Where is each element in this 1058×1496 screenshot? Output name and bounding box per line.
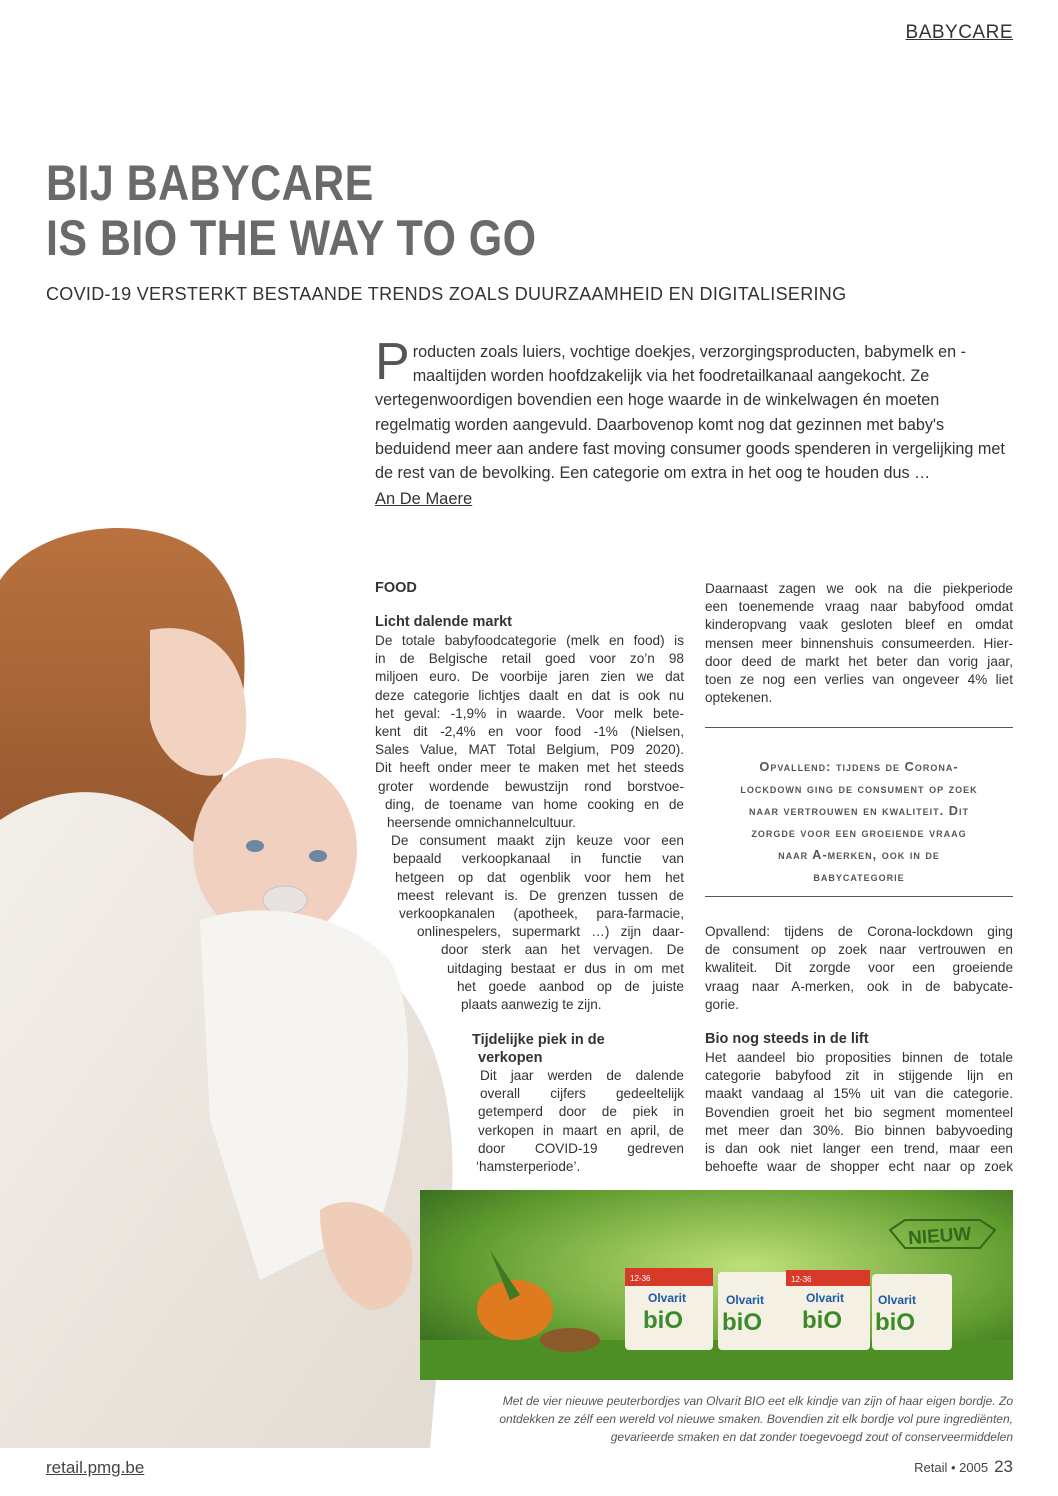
tray-4 [872, 1274, 952, 1350]
page-number: 23 [994, 1457, 1013, 1476]
product-text: biO [802, 1307, 842, 1334]
pull-quote [705, 756, 1013, 888]
brand-text: Olvarit [648, 1291, 687, 1305]
section-tag: BABYCARE [905, 22, 1013, 43]
text-line: maakt vandaag al 15% uit van die categorie. [705, 1086, 1013, 1102]
heading-tijdelijke-piek [472, 1031, 605, 1067]
olvarit-bio-banner [420, 1190, 1013, 1380]
col1-paragraph-2 [472, 1067, 684, 1176]
brand-text: Olvarit [878, 1293, 917, 1307]
title-line-2: IS BIO THE WAY TO GO [46, 210, 537, 266]
text-line: De totale babyfoodcategorie (melk en food) is [375, 633, 684, 648]
text-line: Sales Value, MAT Total Belgium, P09 2020). [375, 742, 684, 758]
drop-cap: P [375, 333, 410, 391]
nieuw-text: NIEUW [907, 1223, 973, 1250]
quote-divider-top [705, 727, 1013, 728]
col2-paragraph-2 [705, 923, 1013, 1014]
text-line: door COVID-19 gedreven [478, 1140, 684, 1156]
text-line: een toenemende vraag naar babyfood omdat [705, 599, 1013, 615]
text-line: Bovendien groeit het bio segment momenteel [705, 1104, 1013, 1120]
quote-line: babycategorie [813, 869, 905, 884]
age-text: 12-36 [791, 1275, 812, 1284]
caption-line: ontdekken ze zélf een wereld vol nieuwe smaken. Bovendien zit elk bordje vol pure ingrediënten, [499, 1412, 1013, 1426]
heading-licht-dalende-markt: Licht dalende markt [375, 614, 512, 630]
text-line: overall cijfers gedeeltelijk [480, 1086, 684, 1102]
text-line: groter wordende bewustzijn rond borstvoe- [378, 778, 684, 794]
text-line: behoefte waar de shopper echt naar op zoek [705, 1159, 1013, 1175]
text-line: Dit jaar werden de dalende [480, 1068, 684, 1083]
text-line: in de Belgische retail goed voor zo’n 98 [375, 651, 684, 667]
text-line: door sterk aan het vervagen. De [441, 942, 684, 958]
footer-website-link[interactable]: retail.pmg.be [46, 1458, 145, 1477]
text-line: kwaliteit. Dit zorgde voor een groeiende [705, 960, 1013, 976]
quote-line: naar A-merken, ook in de [778, 847, 940, 862]
text-line: met meer dan 30%. Bio binnen babyvoeding [705, 1122, 1013, 1138]
text-line: kinderopvang vaak gesloten bleef en omdat [705, 617, 1013, 633]
section-food: FOOD [375, 580, 417, 596]
quote-line: Opvallend: tijdens de Corona- [759, 759, 959, 774]
article-title [46, 156, 648, 266]
text-line: hetgeen op dat ogenblik voor hem het [395, 869, 684, 885]
footer-issue [914, 1457, 1013, 1477]
text-line: De consument maakt zijn keuze voor een [391, 833, 684, 849]
photo-caption [440, 1392, 1013, 1446]
tray-3 [786, 1270, 870, 1350]
text-line: getemperd door de piek in [478, 1104, 684, 1120]
heading-line: Tijdelijke piek in de [472, 1032, 605, 1048]
heading-line: verkopen [478, 1050, 543, 1066]
product-text: biO [875, 1309, 915, 1336]
caption-line: Met de vier nieuwe peuterbordjes van Olvarit BIO eet elk kindje van zijn of haar eigen bordje. Zo [502, 1394, 1013, 1408]
quote-line: lockdown ging de consument op zoek [740, 781, 978, 796]
text-line: verkopen in maart en april, de [478, 1122, 684, 1138]
text-line: is dan ook niet langer een trend, maar een [705, 1141, 1013, 1157]
text-line: de consument op zoek naar vertrouwen en [705, 942, 1013, 958]
title-line-1: BIJ BABYCARE [46, 155, 374, 211]
text-line: categorie babyfood zit in stijgende lijn en [705, 1068, 1013, 1084]
text-line: het goede aanbod op de juiste [457, 978, 684, 994]
text-line: meest relevant is. De grenzen tussen de [397, 887, 684, 903]
product-text: biO [722, 1309, 762, 1336]
text-line: onlinespelers, supermarkt …) zijn daar- [417, 924, 684, 940]
quote-line: naar vertrouwen en kwaliteit. Dit [748, 803, 969, 818]
col1-paragraph-1 [375, 632, 684, 1014]
text-line: optekenen. [705, 690, 773, 706]
text-line: Het aandeel bio proposities binnen de totale [705, 1050, 1013, 1065]
col2-paragraph-3 [705, 1049, 1013, 1176]
text-line: bepaald verkoopkanaal in functie van [393, 851, 684, 867]
text-line: gorie. [705, 996, 740, 1012]
brand-text: Olvarit [726, 1293, 765, 1307]
issue-label: Retail • 2005 [914, 1460, 989, 1475]
text-line: Daarnaast zagen we ook na die piekperiode [705, 581, 1013, 596]
text-line: mensen meer binnenshuis consumeerden. Hier- [705, 635, 1013, 651]
intro-paragraph [375, 333, 1015, 485]
text-line: heersende omnichannelcultuur. [387, 815, 576, 831]
text-line: ding, de toename van home cooking en de [385, 796, 684, 812]
article-subtitle: COVID-19 VERSTERKT BESTAANDE TRENDS ZOALS DUURZAAMHEID EN DIGITALISERING [46, 284, 847, 304]
text-line: toen ze nog een verlies van ongeveer 4% liet [705, 672, 1013, 688]
text-line: vraag naar A-merken, ook in de babycate- [705, 978, 1013, 994]
quote-divider-bottom [705, 896, 1013, 897]
quote-line: zorgde voor een groeiende vraag [751, 825, 967, 840]
text-line: kent dit -2,4% en voor food -1% (Nielsen, [375, 724, 684, 740]
text-line: ‘hamsterperiode’. [476, 1159, 581, 1175]
author-link[interactable]: An De Maere [375, 490, 473, 508]
text-line: Dit heeft onder meer te maken met het steeds [375, 760, 684, 776]
col2-paragraph-1 [705, 580, 1013, 707]
tray-1 [625, 1268, 713, 1350]
text-line: plaats aanwezig te zijn. [461, 997, 602, 1013]
text-line: Opvallend: tijdens de Corona-lockdown ging [705, 924, 1013, 939]
text-line: verkoopkanalen (apotheek, para-farmacie, [399, 906, 684, 922]
text-line: miljoen euro. De voorbije jaren zien we dat [375, 669, 684, 685]
brand-text: Olvarit [806, 1291, 845, 1305]
product-text: biO [643, 1307, 683, 1334]
heading-bio-in-de-lift: Bio nog steeds in de lift [705, 1031, 869, 1047]
text-line: deze categorie lichtjes daalt en dat is ook nu [375, 687, 684, 703]
age-text: 12-36 [630, 1274, 651, 1283]
intro-text: roducten zoals luiers, vochtige doekjes, verzorgingsproducten, babymelk en -maaltijden worden hoofdzakelijk via het foodretailkanaal aangekocht. Ze vertegenwoordigen bovendien een hoge waarde in de winkelwagen én moeten regelmatig worden aangevuld. Daarbovenop komt nog dat gezinnen met baby's beduidend meer aan andere fast moving consumer goods spenderen in vergelijking met de rest van de bevolking. Een categorie om extra in het oog te houden dus … [375, 343, 1005, 483]
text-line: het geval: -1,9% in waarde. Voor melk bete- [375, 705, 684, 721]
text-line: door deed de markt het beter dan vorig jaar, [705, 653, 1013, 669]
caption-line: gevarieerde smaken en dat zonder toegevoegd zout of conserveermiddelen [610, 1430, 1013, 1444]
text-line: uitdaging bestaat er dus in om met [447, 960, 684, 976]
